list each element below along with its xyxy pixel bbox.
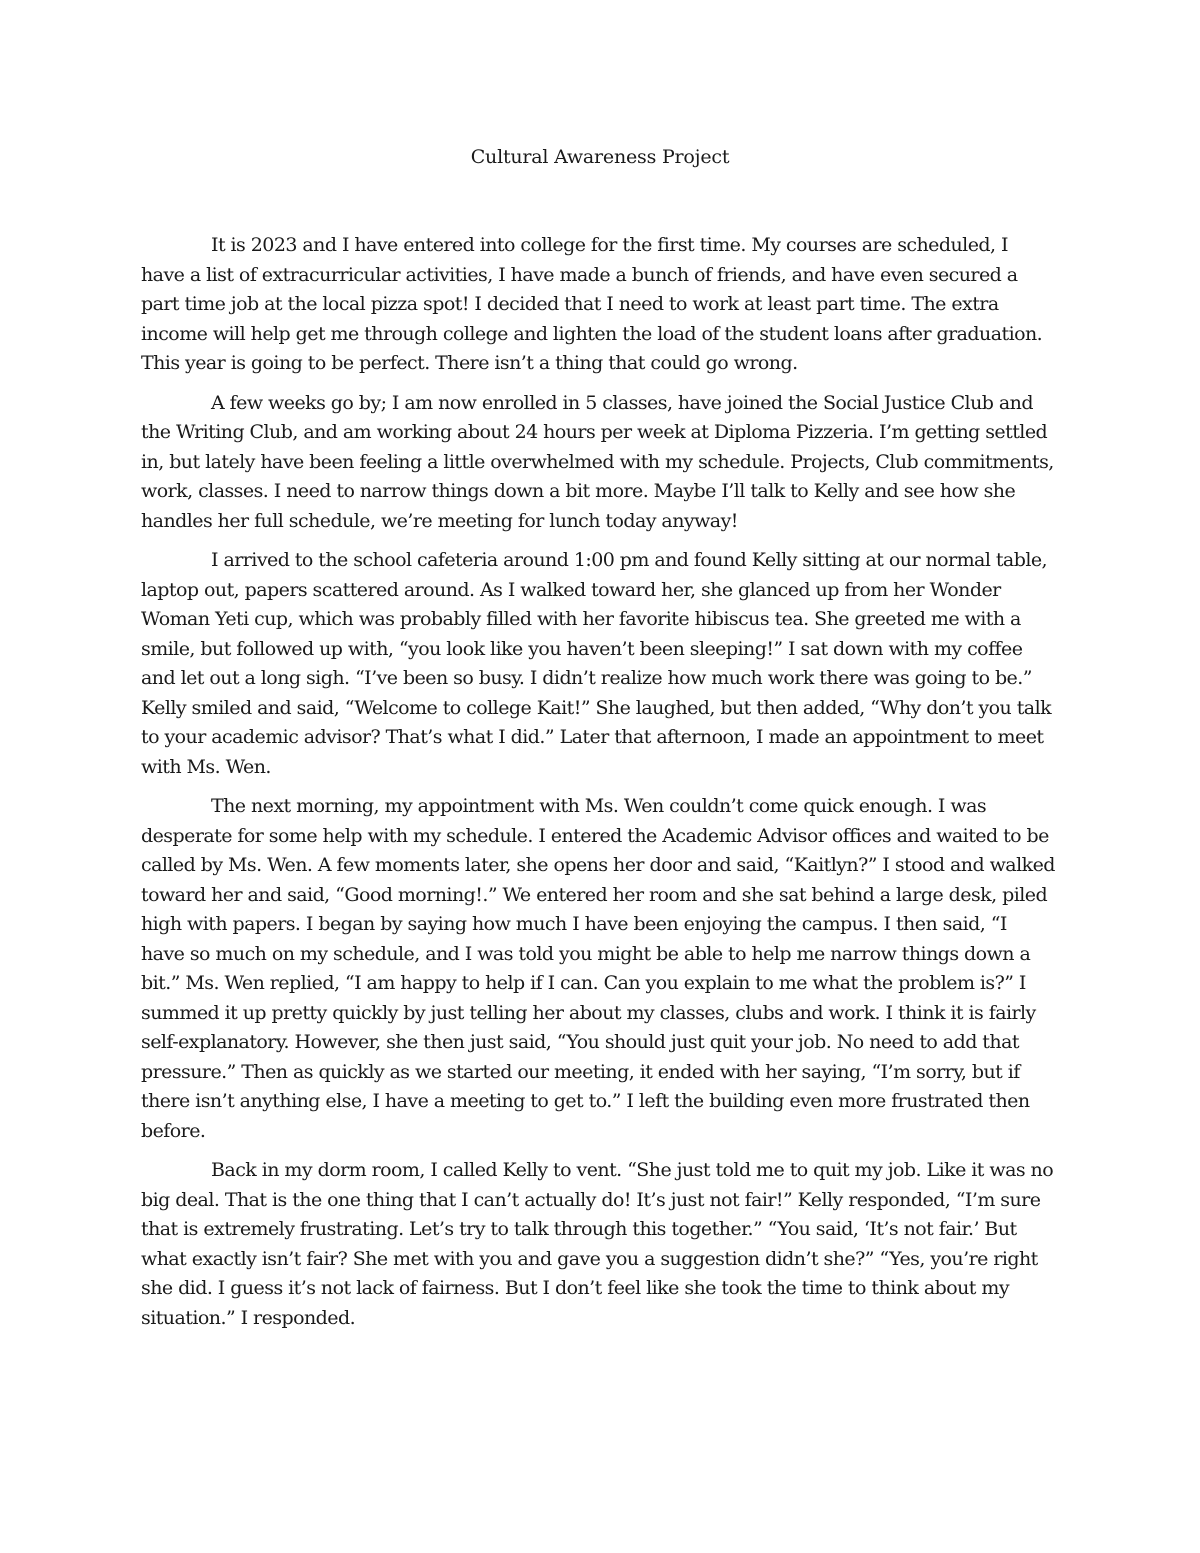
paragraph-3: I arrived to the school cafeteria around 1:00 pm and found Kelly sitting at our normal table, laptop out, papers scattered around. As I walked toward her, she glanced up from her Wonder Woman Yeti cup, which was probably filled with her favorite hibiscus tea. She greeted me with a smile, but followed up with, “you look like you haven’t been sleeping!” I sat down with my coffee and let out a long sigh. “I’ve been so busy. I didn’t realize how much work there was going to be.” Kelly smiled and said, “Welcome to college Kait!” She laughed, but then added, “Why don’t you talk to your academic advisor? That’s what I did.” Later that afternoon, I made an appointment to meet with Ms. Wen. — [141, 549, 1052, 778]
paragraph-2: A few weeks go by; I am now enrolled in 5 classes, have joined the Social Justice Club and the Writing Club, and am working about 24 hours per week at Diploma Pizzeria. I’m getting settled in, but lately have been feeling a little overwhelmed with my schedule. Projects, Club commitments, work, classes. I need to narrow things down a bit more. Maybe I’ll talk to Kelly and see how she handles her full schedule, we’re meeting for lunch today anyway! — [141, 391, 1054, 532]
document-body — [141, 231, 1055, 1343]
document-title: Cultural Awareness Project — [470, 146, 730, 168]
paragraph-5: Back in my dorm room, I called Kelly to vent. “She just told me to quit my job. Like it was no big deal. That is the one thing that I can’t actually do! It’s just not fair!” Kelly responded, “I’m sure that is extremely frustrating. Let’s try to talk through this together.” “You said, ‘It’s not fair.’ But what exactly isn’t fair? She met with you and gave you a suggestion didn’t she?” “Yes, you’re right she did. I guess it’s not lack of fairness. But I don’t feel like she took the time to think about my situation.” I responded. — [141, 1159, 1054, 1329]
paragraph-4: The next morning, my appointment with Ms. Wen couldn’t come quick enough. I was desperate for some help with my schedule. I entered the Academic Advisor offices and waited to be called by Ms. Wen. A few moments later, she opens her door and said, “Kaitlyn?” I stood and walked toward her and said, “Good morning!.” We entered her room and she sat behind a large desk, piled high with papers. I began by saying how much I have been enjoying the campus. I then said, “I have so much on my schedule, and I was told you might be able to help me narrow things down a bit.” Ms. Wen replied, “I am happy to help if I can. Can you explain to me what the problem is?” I summed it up pretty quickly by just telling her about my classes, clubs and work. I think it is fairly self-explanatory. However, she then just said, “You should just quit your job. No need to add that pressure.” Then as quickly as we started our meeting, it ended with her saying, “I’m sorry, but if there isn’t anything else, I have a meeting to get to.” I left the building even more frustrated then before. — [141, 795, 1055, 1142]
paragraph-1: It is 2023 and I have entered into college for the first time. My courses are scheduled, I have a list of extracurricular activities, I have made a bunch of friends, and have even secured a part time job at the local pizza spot! I decided that I need to work at least part time. The extra income will help get me through college and lighten the load of the student loans after graduation. This year is going to be perfect. There isn’t a thing that could go wrong. — [141, 234, 1043, 374]
